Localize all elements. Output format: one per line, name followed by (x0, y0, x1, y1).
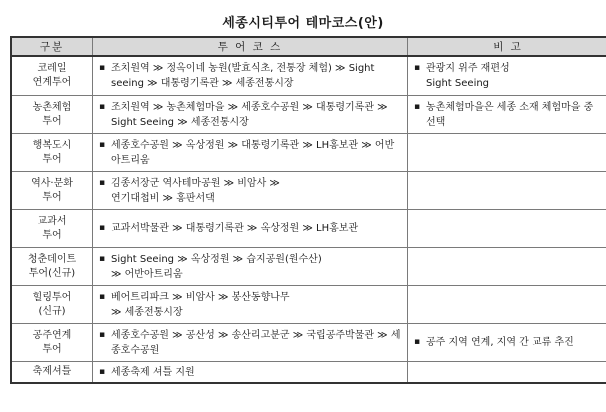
bullet-icon: ▪ (99, 139, 106, 150)
table-row (11, 324, 606, 362)
table-row (11, 134, 606, 172)
row-course (93, 248, 408, 286)
table-row (11, 96, 606, 134)
bullet-icon: ▪ (99, 366, 106, 377)
row-note (408, 210, 606, 248)
row-note (408, 96, 606, 134)
table-row (11, 56, 606, 96)
category-label: 교과서 투어 (37, 215, 67, 241)
row-category (11, 172, 93, 210)
bullet-icon: ▪ (99, 253, 106, 264)
row-course (93, 362, 408, 384)
bullet-icon: ▪ (99, 223, 106, 233)
row-note (408, 172, 606, 210)
header-course: 투 어 코 스 (93, 37, 408, 56)
course-text: Sight Seeing ≫ 옥상정원 ≫ 습지공원(원수산) ≫ 어반아트리움 (111, 253, 322, 280)
row-category (11, 324, 93, 362)
course-text: 교과서박물관 ≫ 대통령기록관 ≫ 옥상정원 ≫ LH홍보관 (111, 223, 359, 234)
category-label: 청춘데이트 투어(신규) (27, 253, 77, 279)
category-label: 축제셔틀 (32, 366, 72, 377)
row-category (11, 134, 93, 172)
row-course (93, 56, 408, 96)
category-label: 공주연계 투어 (32, 329, 72, 355)
row-note (408, 362, 606, 384)
theme-course-table (10, 36, 606, 384)
row-course (93, 286, 408, 324)
bullet-icon: ▪ (99, 329, 106, 340)
course-text: 베어트리파크 ≫ 비암사 ≫ 봉산동향나무 ≫ 세종전통시장 (111, 291, 290, 318)
row-course (93, 324, 408, 362)
bullet-icon: ▪ (99, 291, 106, 302)
row-note (408, 324, 606, 362)
row-category (11, 56, 93, 96)
category-label: 힐링투어 (신규) (32, 291, 72, 317)
row-course (93, 96, 408, 134)
course-text: 세종호수공원 ≫ 공산성 ≫ 송산리고분군 ≫ 국립공주박물관 ≫ 세종호수공원 (111, 329, 401, 356)
bullet-icon: ▪ (99, 63, 106, 73)
row-course (93, 134, 408, 172)
row-category (11, 210, 93, 248)
course-text: 조치원역 ≫ 정옥이네 농원(발효식초, 전통장 체험) ≫ Sight seeing ≫ 대통령기록관 ≫ 세종전통시장 (111, 63, 375, 89)
row-note (408, 56, 606, 96)
note-text: 농촌체험마을은 세종 소재 체험마을 중 선택 (426, 101, 594, 128)
row-category (11, 286, 93, 324)
row-note (408, 286, 606, 324)
row-note (408, 248, 606, 286)
table-row (11, 248, 606, 286)
course-text: 조치원역 ≫ 농촌체험마을 ≫ 세종호수공원 ≫ 대통령기록관 ≫ Sight Seeing ≫ 세종전통시장 (111, 101, 388, 128)
note-text: 관광지 위주 재편성 Sight Seeing (426, 63, 510, 89)
category-label: 농촌체험 투어 (32, 101, 72, 127)
header-note: 비 고 (408, 37, 606, 56)
bullet-icon: ▪ (414, 337, 421, 347)
category-label: 행복도시 투어 (32, 139, 72, 165)
bullet-icon: ▪ (414, 101, 421, 112)
table-row (11, 286, 606, 324)
row-note (408, 134, 606, 172)
row-course (93, 172, 408, 210)
table-row (11, 210, 606, 248)
note-text: 공주 지역 연계, 지역 간 교류 추진 (426, 337, 574, 348)
bullet-icon: ▪ (99, 101, 106, 112)
row-category (11, 96, 93, 134)
table-header-row (11, 37, 606, 56)
course-text: 세종호수공원 ≫ 옥상정원 ≫ 대통령기록관 ≫ LH홍보관 ≫ 어반아트리움 (111, 139, 395, 166)
table-row (11, 172, 606, 210)
document-title: 세종시티투어 테마코스(안) (222, 16, 384, 31)
course-text: 김종서장군 역사테마공원 ≫ 비암사 ≫ 연기대첩비 ≫ 홍판서댁 (111, 177, 280, 204)
row-category (11, 248, 93, 286)
table-row (11, 362, 606, 384)
row-category (11, 362, 93, 384)
category-label: 코레일 연계투어 (32, 63, 72, 88)
bullet-icon: ▪ (99, 177, 106, 188)
course-text: 세종축제 셔틀 지원 (111, 366, 195, 378)
bullet-icon: ▪ (414, 63, 421, 73)
header-category: 구분 (11, 37, 93, 56)
row-course (93, 210, 408, 248)
category-label: 역사·문화 투어 (31, 177, 73, 203)
